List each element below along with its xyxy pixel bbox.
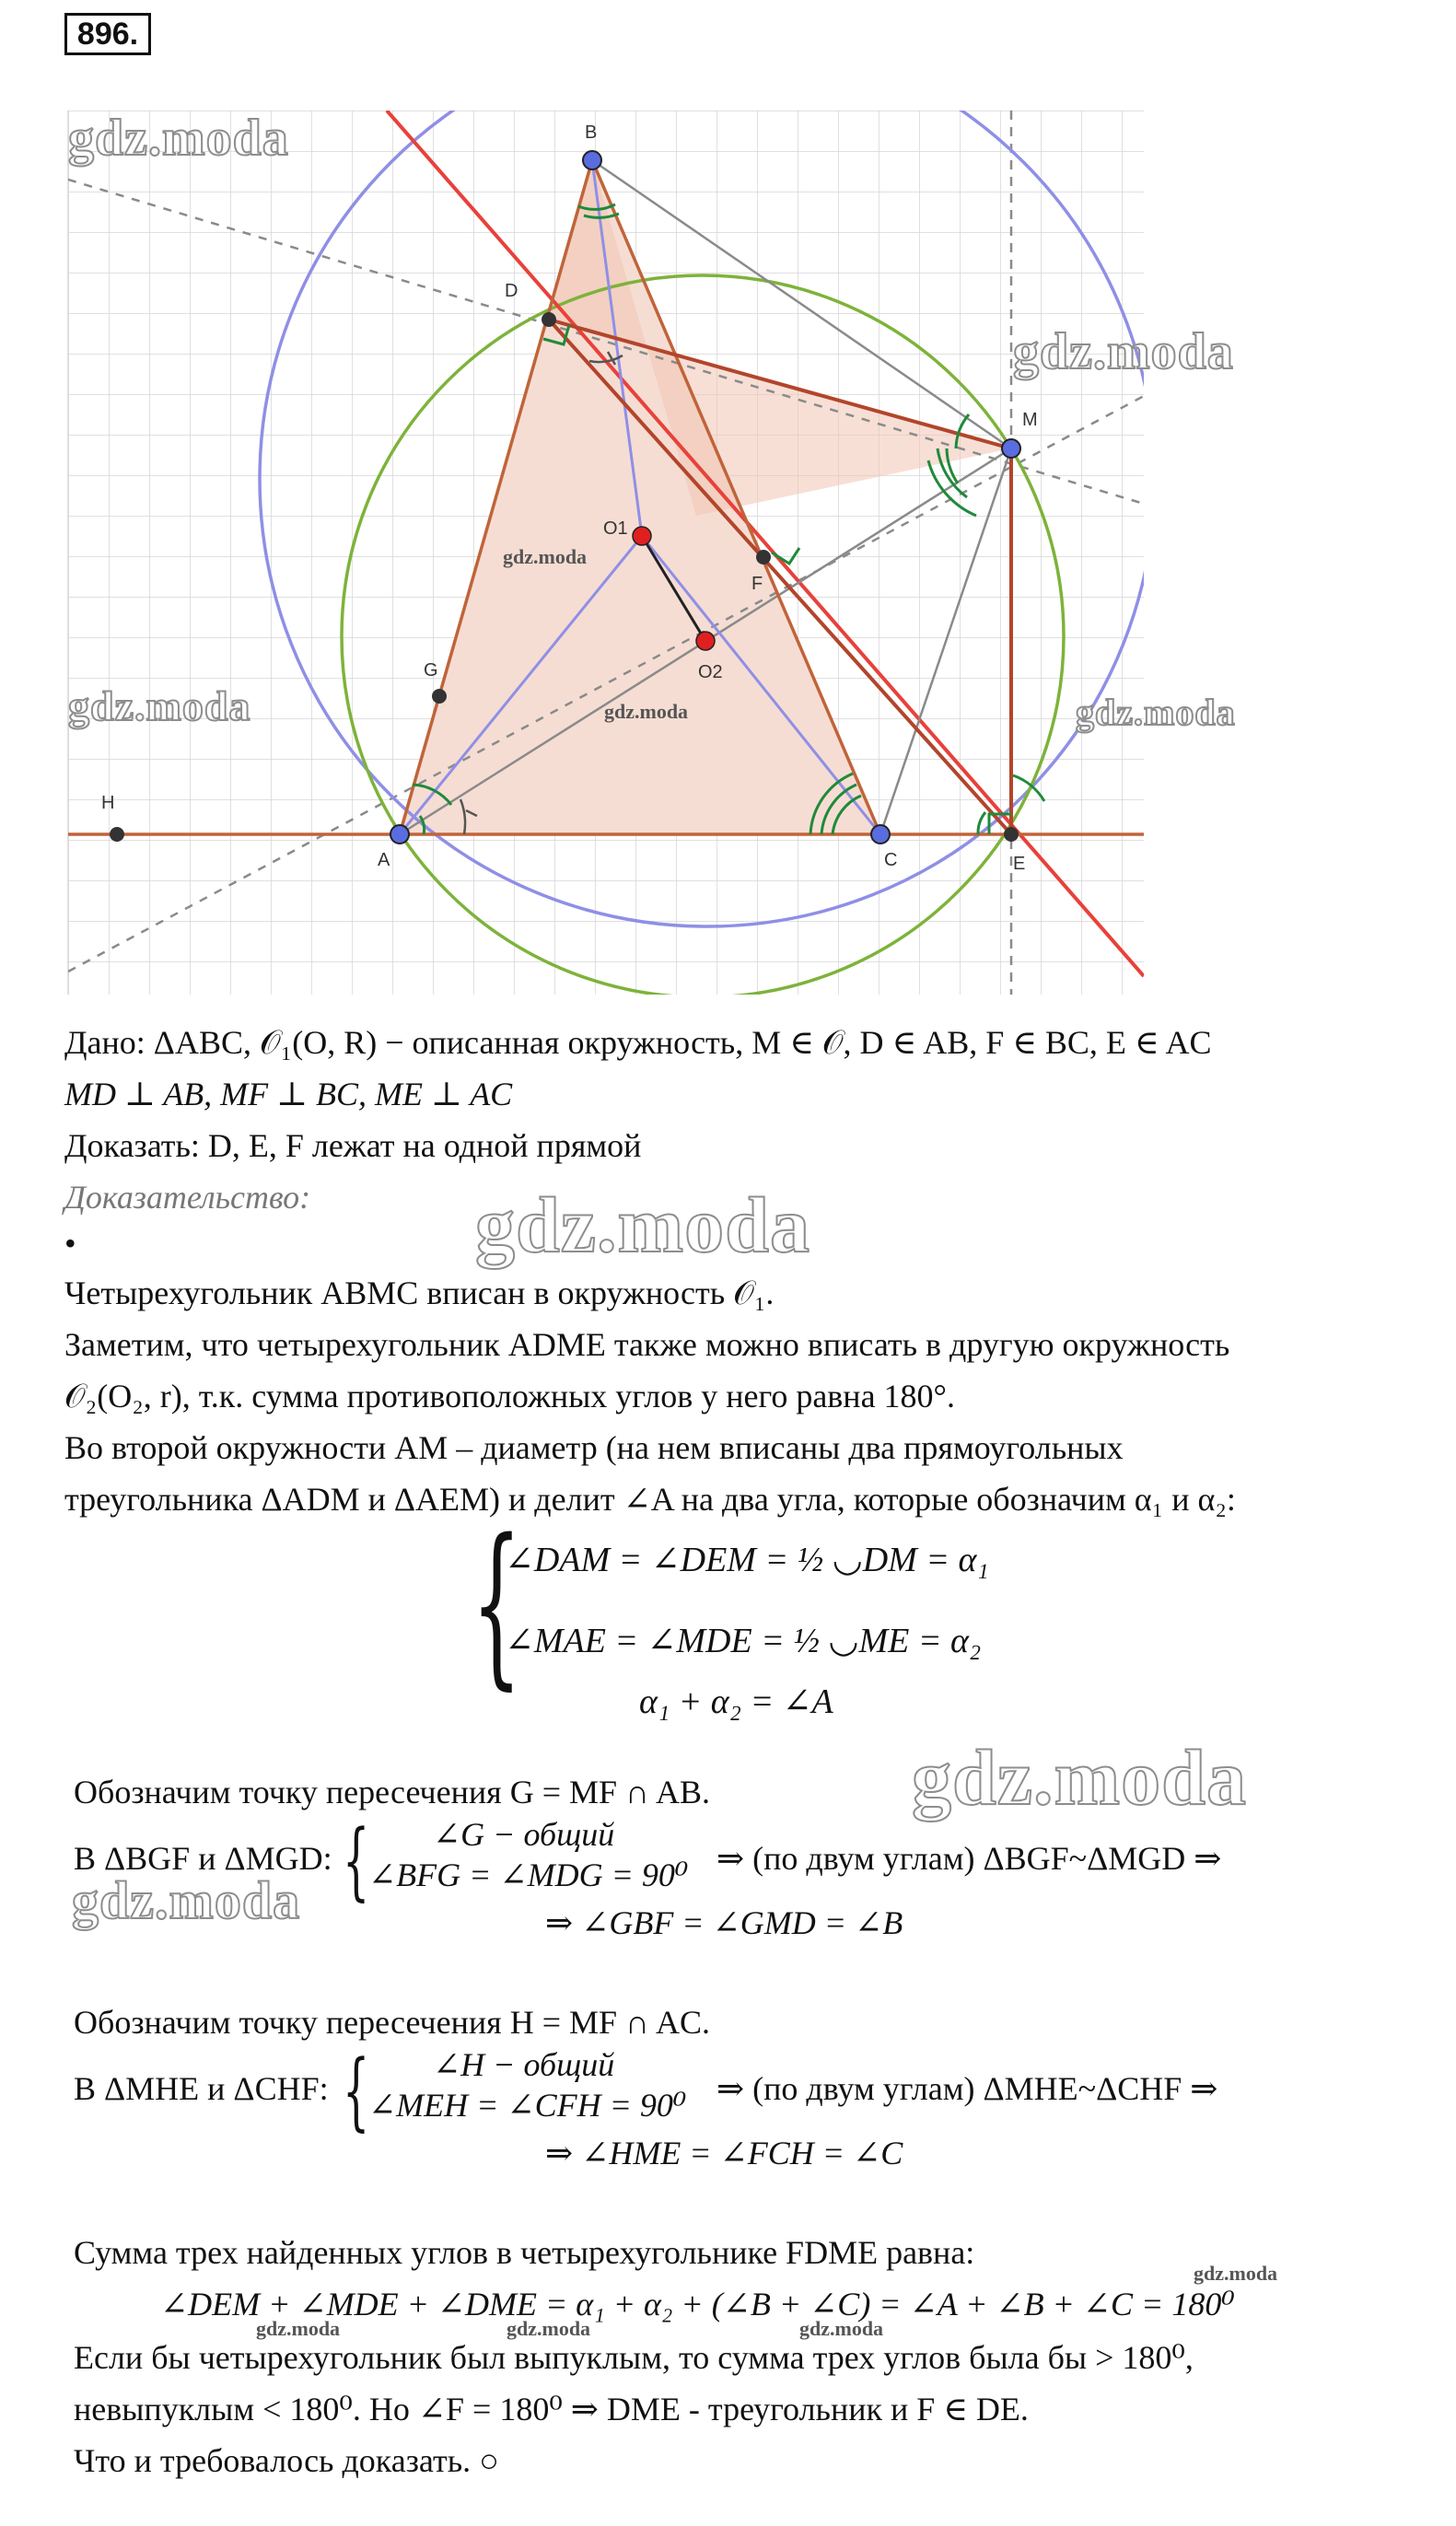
- system-1-line-2: ∠MAE = ∠MDE = ½ ◡ME = α₂: [505, 1622, 982, 1660]
- sum-line-2: ∠DEM + ∠MDE + ∠DME = α₁ + α₂ + (∠B + ∠C) = ∠A + ∠B + ∠C = 180⁰: [160, 2286, 1235, 2322]
- g-system-line-2: ∠BFG = ∠MDG = 90⁰: [368, 1857, 689, 1893]
- sum-line-4: невыпуклым < 180⁰. Но ∠F = 180⁰ ⇒ DME - треугольник и F ∈ DE.: [74, 2391, 1029, 2427]
- watermark-small-6: gdz.moda: [799, 2317, 884, 2340]
- h-result: ⇒ (по двум углам) ΔMHE~ΔCHF ⇒: [716, 2070, 1218, 2107]
- point-g: [432, 689, 447, 704]
- watermark-small-1: gdz.moda: [503, 545, 588, 568]
- point-h: [110, 827, 124, 842]
- system-brace-1: {: [472, 1502, 522, 1705]
- label-m: M: [1022, 410, 1038, 430]
- point-c: [871, 825, 890, 844]
- para-3: 𝒪₂(O₂, r), т.к. сумма противоположных углов у него равна 180°.: [64, 1378, 955, 1414]
- watermark-6: gdz.moda: [912, 1733, 1247, 1822]
- watermark-7: gdz.moda: [72, 1870, 301, 1930]
- label-g: G: [424, 660, 438, 681]
- point-a: [390, 825, 409, 844]
- watermark-3: gdz.moda: [68, 682, 251, 729]
- g-result-2: ⇒ ∠GBF = ∠GMD = ∠B: [545, 1904, 903, 1941]
- label-f: F: [751, 574, 763, 594]
- h-triangles: В ΔMHE и ΔCHF:: [74, 2070, 329, 2107]
- g-system-line-1: ∠G − общий: [433, 1816, 615, 1853]
- h-system-line-2: ∠MEH = ∠CFH = 90⁰: [368, 2087, 687, 2124]
- para-1: Четырехугольник ABMC вписан в окружность 𝒪₁.: [64, 1275, 775, 1311]
- para-5: треугольника ΔADM и ΔAEM) и делит ∠A на два угла, которые обозначим α₁ и α₂:: [64, 1481, 1236, 1518]
- label-o2: O2: [698, 662, 723, 682]
- sum-line-3: Если бы четырехугольник был выпуклым, то сумма трех углов была бы > 180⁰,: [74, 2339, 1194, 2376]
- bullet: •: [64, 1225, 76, 1262]
- proof-heading: Доказательство:: [64, 1179, 311, 1216]
- watermark-1: gdz.moda: [68, 110, 289, 167]
- label-b: B: [585, 122, 598, 143]
- g-definition: Обозначим точку пересечения G = MF ∩ AB.: [74, 1774, 711, 1810]
- h-definition: Обозначим точку пересечения H = MF ∩ AC.: [74, 2004, 711, 2041]
- label-h: H: [101, 793, 115, 813]
- watermark-small-4: gdz.moda: [256, 2317, 341, 2340]
- point-m: [1002, 439, 1020, 458]
- system-1-line-3: α₁ + α₂ = ∠A: [639, 1682, 833, 1721]
- given-line-1: Дано: ΔABC, 𝒪₁(O, R) − описанная окружность, M ∈ 𝒪, D ∈ AB, F ∈ BC, E ∈ AC: [64, 1024, 1212, 1061]
- para-2: Заметим, что четырехугольник ADME также можно вписать в другую окружность: [64, 1326, 1230, 1363]
- watermark-small-3: gdz.moda: [1194, 2262, 1278, 2285]
- system-brace-h: {: [343, 2042, 370, 2140]
- point-f: [756, 550, 771, 565]
- system-1-line-1: ∠DAM = ∠DEM = ½ ◡DM = α₁: [505, 1541, 989, 1579]
- problem-number: 896.: [64, 13, 151, 55]
- label-c: C: [884, 850, 898, 870]
- label-o1: O1: [603, 518, 628, 539]
- label-d: D: [505, 281, 518, 301]
- conclusion: Что и требовалось доказать. ○: [74, 2442, 499, 2479]
- point-o2: [696, 632, 715, 650]
- system-brace-g: {: [343, 1811, 370, 1910]
- sum-line-1: Сумма трех найденных углов в четырехугольнике FDME равна:: [74, 2234, 975, 2271]
- label-a: A: [378, 850, 390, 870]
- h-system-line-1: ∠H − общий: [433, 2046, 615, 2083]
- point-o1: [633, 527, 651, 545]
- watermark-2: gdz.moda: [1013, 323, 1234, 380]
- prove-line: Доказать: D, E, F лежат на одной прямой: [64, 1127, 642, 1164]
- point-e: [1004, 827, 1019, 842]
- given-line-2: MD ⊥ AB, MF ⊥ BC, ME ⊥ AC: [64, 1076, 513, 1112]
- watermark-small-2: gdz.moda: [604, 700, 689, 723]
- watermark-5: gdz.moda: [475, 1181, 810, 1269]
- h-result-2: ⇒ ∠HME = ∠FCH = ∠C: [545, 2135, 903, 2171]
- watermark-small-5: gdz.moda: [507, 2317, 591, 2340]
- watermark-4: gdz.moda: [1076, 692, 1236, 733]
- para-4: Во второй окружности AM – диаметр (на нем вписаны два прямоугольных: [64, 1429, 1124, 1466]
- point-d: [542, 312, 556, 327]
- point-b: [583, 151, 601, 169]
- g-result: ⇒ (по двум углам) ΔBGF~ΔMGD ⇒: [716, 1840, 1222, 1877]
- g-triangles: В ΔBGF и ΔMGD:: [74, 1840, 332, 1877]
- label-e: E: [1013, 854, 1026, 874]
